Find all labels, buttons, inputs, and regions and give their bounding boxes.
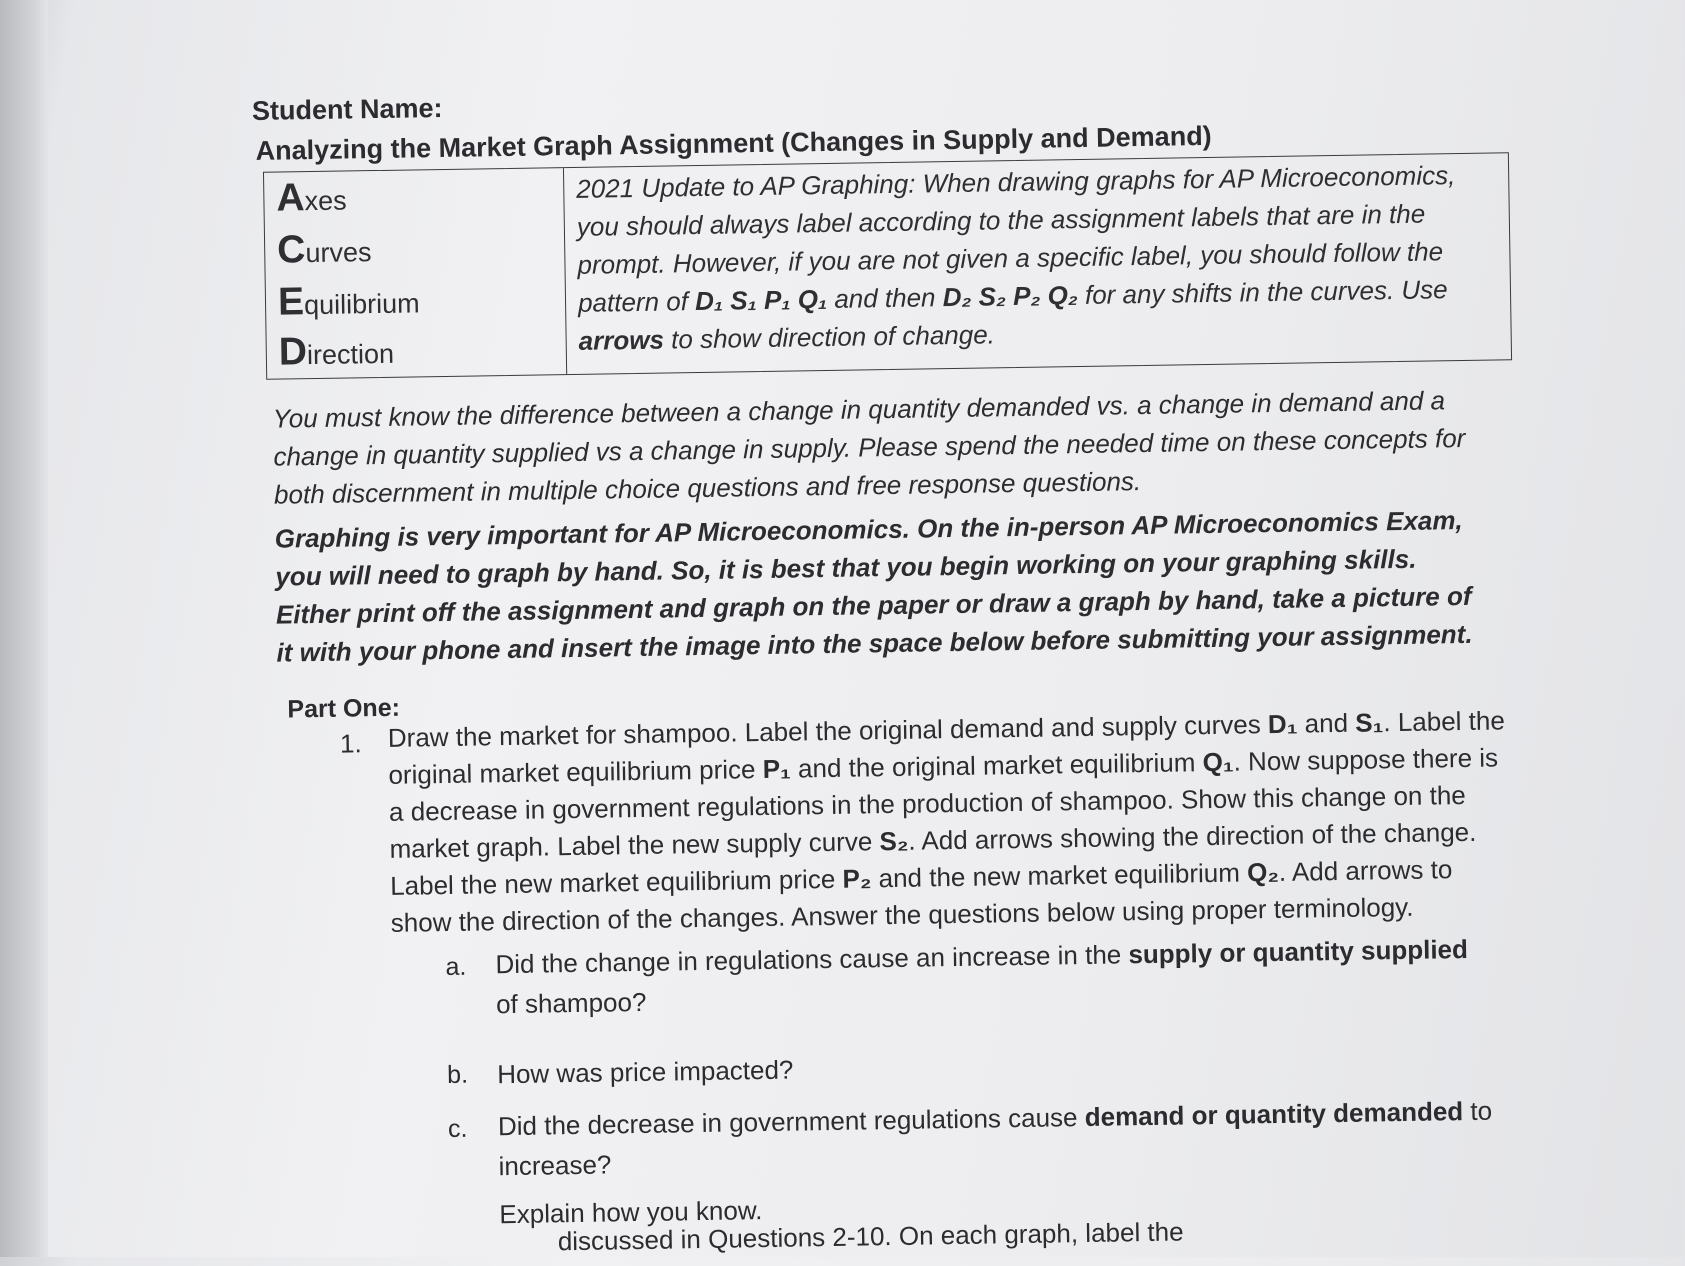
- ace-initial: C: [276, 228, 306, 272]
- q1-text-segment: and the new market equilibrium: [871, 857, 1248, 894]
- q1-text-segment: . Add arrows to show the direction of the changes. Answer the questions below using proper terminology.: [390, 854, 1453, 938]
- label-s1: S₁: [1355, 707, 1384, 738]
- label-s2: S₂: [879, 825, 909, 857]
- graphing-paragraph: Graphing is very important for AP Microeconomics. On the in-person AP Microeconomics Exam, you will need to graph by hand. So, it is best that you begin working on your graphing skills. Either print off the assignment and graph on the paper or draw a graph by hand, take a picture of it with your phone and insert the image into the space below before submitting your assignment.: [274, 505, 1473, 668]
- note-labels-2: D₂ S₂ P₂ Q₂: [942, 280, 1078, 313]
- ace-rest: quilibrium: [303, 288, 420, 321]
- note-end: to show direction of change.: [663, 319, 996, 355]
- q1-text-segment: and: [1297, 707, 1356, 739]
- sub-c-bold: demand or quantity demanded: [1084, 1096, 1464, 1133]
- cut-off-text-line: discussed in Questions 2-10. On each graph, label the: [557, 1216, 1184, 1257]
- ace-initial: D: [278, 330, 308, 374]
- assignment-title: Analyzing the Market Graph Assignment (Changes in Supply and Demand): [255, 120, 1212, 166]
- q1-text-segment: . Now suppose there is a decrease in government regulations in the production of shampoo. Show this change on the market graph. Label the new supply curve: [388, 742, 1499, 864]
- sub-c-post: to increase?: [498, 1095, 1493, 1182]
- sub-a-pre: Did the change in regulations cause an increase in the: [495, 939, 1129, 980]
- ace-initial: E: [277, 280, 305, 324]
- question-1-text: [388, 702, 1511, 942]
- note-bold-word: arrows: [578, 324, 665, 356]
- label-q1: Q₁: [1202, 746, 1234, 778]
- ace-rest: irection: [306, 338, 395, 371]
- student-name-label: Student Name:: [251, 92, 443, 126]
- table-divider: [563, 168, 567, 374]
- label-d1: D₁: [1267, 708, 1298, 740]
- label-p1: P₁: [762, 753, 792, 785]
- ace-word-direction: [278, 329, 394, 375]
- note-lead: 2021 Update to AP Graphing: When drawing graphs for AP Microeconomics, you should always label according to the assignment labels that are in the prompt. However, if you are not given a specific label, you should follow the pattern of: [576, 160, 1456, 318]
- ace-word-axes: [276, 175, 347, 220]
- label-p2: P₂: [842, 863, 872, 894]
- ace-rest: xes: [304, 185, 347, 217]
- note-labels-1: D₁ S₁ P₁ Q₁: [694, 283, 828, 317]
- sub-question-a-letter: a.: [445, 952, 467, 982]
- explain-prompt: Explain how you know.: [499, 1195, 763, 1230]
- q1-text-segment: . Add arrows showing the direction of the change. Label the new market equilibrium price: [389, 816, 1477, 901]
- question-number: 1.: [339, 728, 362, 759]
- ace-table: [263, 152, 1512, 380]
- q1-text-segment: Draw the market for shampoo. Label the original demand and supply curves: [387, 709, 1269, 753]
- q1-text-segment: . Label the original market equilibrium price: [388, 705, 1506, 790]
- sub-c-pre: Did the decrease in government regulations cause: [497, 1102, 1085, 1142]
- sub-question-c-letter: c.: [447, 1114, 468, 1144]
- difference-paragraph: You must know the difference between a change in quantity demanded vs. a change in demand and a change in quantity supplied vs a change in supply. Please spend the needed time on these concepts for both discernment in multiple choice questions and free response questions.: [272, 385, 1466, 510]
- note-middle: and then: [826, 282, 943, 314]
- note-after-labels: for any shifts in the curves. Use: [1077, 274, 1448, 311]
- sub-question-b-letter: b.: [446, 1060, 469, 1090]
- label-q2: Q₂: [1246, 856, 1280, 888]
- ace-word-equilibrium: [278, 278, 420, 324]
- sub-a-bold: supply or quantity supplied: [1128, 933, 1469, 970]
- graphing-update-note: [576, 155, 1499, 359]
- ace-rest: urves: [305, 237, 372, 269]
- sub-a-post: of shampoo?: [495, 986, 647, 1020]
- part-one-heading: Part One:: [287, 693, 401, 724]
- q1-text-segment: and the original market equilibrium: [790, 747, 1203, 784]
- ace-word-curves: [277, 227, 372, 272]
- sub-question-a-text: [495, 929, 1496, 1025]
- sub-question-b-text: How was price impacted?: [496, 1054, 794, 1090]
- ace-initial: A: [276, 176, 305, 220]
- sub-question-c-text: [498, 1091, 1499, 1187]
